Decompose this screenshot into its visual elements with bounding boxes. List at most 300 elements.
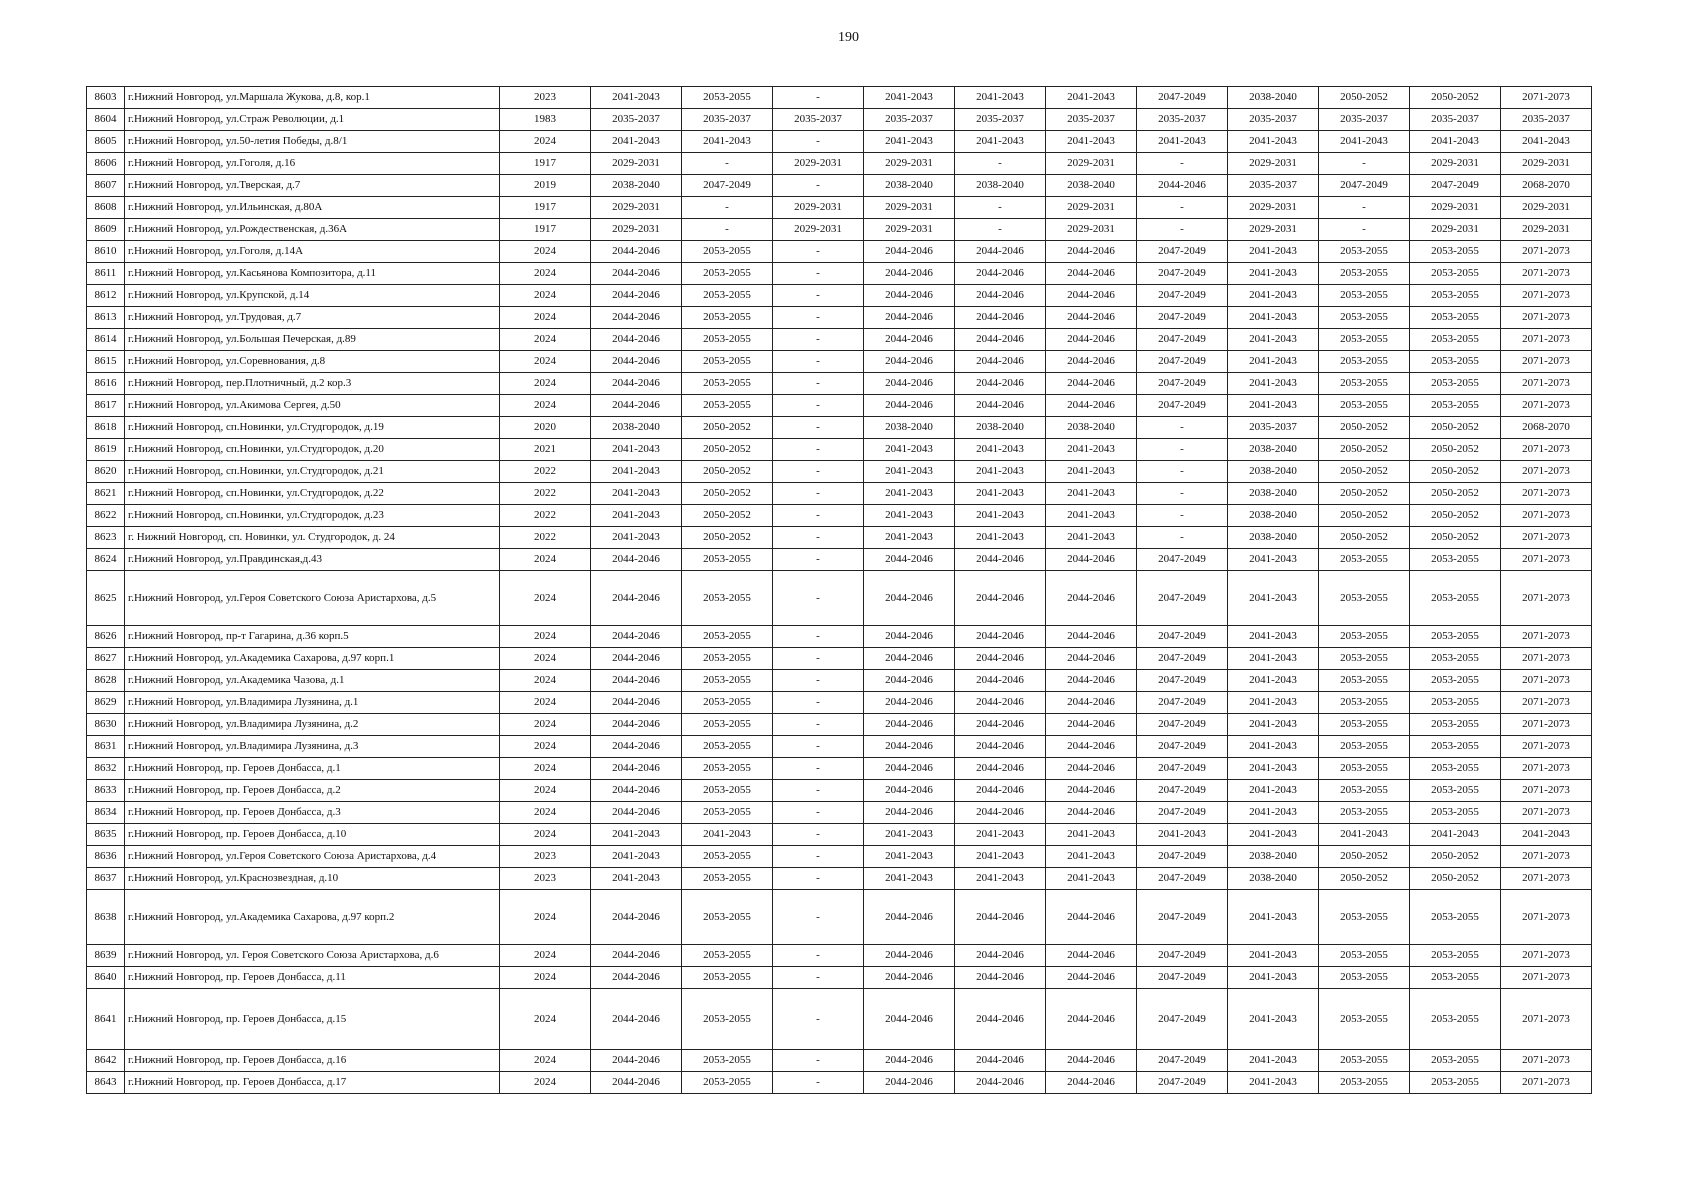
- period-cell: 2053-2055: [682, 802, 773, 824]
- period-cell: -: [1137, 461, 1228, 483]
- year-cell: 2024: [500, 890, 591, 945]
- period-cell: 2041-2043: [1228, 670, 1319, 692]
- period-cell: 2041-2043: [955, 439, 1046, 461]
- period-cell: 2053-2055: [1319, 890, 1410, 945]
- period-cell: 2050-2052: [1410, 87, 1501, 109]
- year-cell: 2024: [500, 758, 591, 780]
- period-cell: -: [1137, 219, 1228, 241]
- year-cell: 2024: [500, 571, 591, 626]
- period-cell: 2044-2046: [591, 1050, 682, 1072]
- year-cell: 2024: [500, 307, 591, 329]
- period-cell: 2050-2052: [1410, 846, 1501, 868]
- period-cell: 2071-2073: [1501, 439, 1592, 461]
- period-cell: -: [773, 439, 864, 461]
- period-cell: 2047-2049: [1137, 890, 1228, 945]
- period-cell: 2053-2055: [682, 549, 773, 571]
- period-cell: 2044-2046: [591, 670, 682, 692]
- period-cell: 2041-2043: [955, 846, 1046, 868]
- year-cell: 2024: [500, 263, 591, 285]
- period-cell: 2053-2055: [1319, 967, 1410, 989]
- period-cell: -: [773, 736, 864, 758]
- period-cell: 2053-2055: [682, 87, 773, 109]
- period-cell: 2044-2046: [864, 692, 955, 714]
- period-cell: 2044-2046: [1046, 1072, 1137, 1094]
- period-cell: 2038-2040: [1228, 846, 1319, 868]
- period-cell: 2047-2049: [1137, 868, 1228, 890]
- period-cell: 2053-2055: [682, 395, 773, 417]
- period-cell: 2053-2055: [1319, 989, 1410, 1050]
- period-cell: 2044-2046: [591, 736, 682, 758]
- period-cell: 2044-2046: [864, 1050, 955, 1072]
- period-cell: 2041-2043: [591, 868, 682, 890]
- period-cell: 2044-2046: [864, 758, 955, 780]
- period-cell: 2041-2043: [1228, 1050, 1319, 1072]
- period-cell: 2041-2043: [1228, 714, 1319, 736]
- period-cell: -: [773, 714, 864, 736]
- period-cell: 2044-2046: [864, 967, 955, 989]
- period-cell: 2047-2049: [1137, 802, 1228, 824]
- address-cell: г.Нижний Новгород, пр. Героев Донбасса, д.11: [125, 967, 500, 989]
- period-cell: 2038-2040: [1228, 87, 1319, 109]
- period-cell: 2041-2043: [591, 483, 682, 505]
- period-cell: 2053-2055: [682, 846, 773, 868]
- period-cell: 2053-2055: [682, 670, 773, 692]
- period-cell: -: [773, 824, 864, 846]
- year-cell: 2024: [500, 714, 591, 736]
- period-cell: 2053-2055: [682, 945, 773, 967]
- row-number-cell: 8625: [87, 571, 125, 626]
- address-cell: г.Нижний Новгород, ул.Акимова Сергея, д.50: [125, 395, 500, 417]
- address-cell: г.Нижний Новгород, пр. Героев Донбасса, д.17: [125, 1072, 500, 1094]
- period-cell: 2053-2055: [1319, 670, 1410, 692]
- period-cell: 2053-2055: [682, 714, 773, 736]
- period-cell: -: [1319, 219, 1410, 241]
- table-row: [87, 285, 1592, 307]
- period-cell: 2044-2046: [1046, 648, 1137, 670]
- period-cell: 2050-2052: [1319, 439, 1410, 461]
- address-cell: г. Нижний Новгород, сп. Новинки, ул. Студгородок, д. 24: [125, 527, 500, 549]
- period-cell: 2044-2046: [955, 549, 1046, 571]
- period-cell: 2044-2046: [955, 692, 1046, 714]
- table-row: [87, 824, 1592, 846]
- period-cell: 2053-2055: [682, 351, 773, 373]
- period-cell: 2029-2031: [1228, 153, 1319, 175]
- period-cell: 2029-2031: [1228, 197, 1319, 219]
- period-cell: 2071-2073: [1501, 571, 1592, 626]
- year-cell: 2024: [500, 329, 591, 351]
- table-row: [87, 802, 1592, 824]
- period-cell: 2041-2043: [1228, 373, 1319, 395]
- period-cell: 2047-2049: [1137, 670, 1228, 692]
- period-cell: 2041-2043: [955, 461, 1046, 483]
- address-cell: г.Нижний Новгород, ул.Героя Советского Союза Аристархова, д.4: [125, 846, 500, 868]
- period-cell: 2041-2043: [1228, 780, 1319, 802]
- period-cell: 2053-2055: [1319, 241, 1410, 263]
- period-cell: 2041-2043: [1501, 824, 1592, 846]
- period-cell: 2044-2046: [1046, 945, 1137, 967]
- period-cell: 2053-2055: [682, 1072, 773, 1094]
- table-row: [87, 571, 1592, 626]
- period-cell: 2050-2052: [1319, 417, 1410, 439]
- period-cell: 2041-2043: [864, 461, 955, 483]
- address-cell: г.Нижний Новгород, ул.Академика Сахарова, д.97 корп.2: [125, 890, 500, 945]
- period-cell: 2053-2055: [1410, 285, 1501, 307]
- period-cell: 2041-2043: [1319, 824, 1410, 846]
- period-cell: -: [773, 692, 864, 714]
- period-cell: 2038-2040: [1228, 483, 1319, 505]
- period-cell: 2041-2043: [1228, 967, 1319, 989]
- address-cell: г.Нижний Новгород, сп.Новинки, ул.Студгородок, д.23: [125, 505, 500, 527]
- period-cell: 2044-2046: [955, 648, 1046, 670]
- address-cell: г.Нижний Новгород, пр-т Гагарина, д.36 корп.5: [125, 626, 500, 648]
- period-cell: 2044-2046: [591, 263, 682, 285]
- period-cell: 2044-2046: [591, 307, 682, 329]
- period-cell: 2041-2043: [864, 483, 955, 505]
- period-cell: 2041-2043: [1410, 824, 1501, 846]
- period-cell: -: [773, 648, 864, 670]
- period-cell: 2050-2052: [682, 417, 773, 439]
- address-cell: г.Нижний Новгород, пр. Героев Донбасса, д.10: [125, 824, 500, 846]
- table-row: [87, 527, 1592, 549]
- period-cell: 2044-2046: [591, 571, 682, 626]
- period-cell: 2044-2046: [864, 989, 955, 1050]
- period-cell: 2047-2049: [1137, 989, 1228, 1050]
- period-cell: 2041-2043: [591, 824, 682, 846]
- period-cell: 2041-2043: [591, 505, 682, 527]
- period-cell: 2044-2046: [1046, 373, 1137, 395]
- address-cell: г.Нижний Новгород, сп.Новинки, ул.Студгородок, д.20: [125, 439, 500, 461]
- period-cell: 2029-2031: [1228, 219, 1319, 241]
- period-cell: 2038-2040: [1228, 461, 1319, 483]
- period-cell: 2047-2049: [1137, 736, 1228, 758]
- period-cell: 2041-2043: [1046, 824, 1137, 846]
- period-cell: 2044-2046: [1046, 989, 1137, 1050]
- period-cell: 2044-2046: [955, 329, 1046, 351]
- period-cell: -: [773, 868, 864, 890]
- period-cell: 2053-2055: [1319, 571, 1410, 626]
- year-cell: 2024: [500, 989, 591, 1050]
- period-cell: 2053-2055: [1319, 1050, 1410, 1072]
- period-cell: 2041-2043: [591, 846, 682, 868]
- row-number-cell: 8639: [87, 945, 125, 967]
- period-cell: 2053-2055: [1319, 802, 1410, 824]
- period-cell: 2044-2046: [1046, 714, 1137, 736]
- period-cell: 2047-2049: [1137, 1050, 1228, 1072]
- period-cell: 2053-2055: [1410, 714, 1501, 736]
- period-cell: 2044-2046: [955, 263, 1046, 285]
- period-cell: 2050-2052: [1319, 505, 1410, 527]
- period-cell: -: [773, 1050, 864, 1072]
- table-row: [87, 175, 1592, 197]
- period-cell: 2071-2073: [1501, 626, 1592, 648]
- period-cell: 2044-2046: [1046, 263, 1137, 285]
- period-cell: 2044-2046: [864, 648, 955, 670]
- period-cell: 2053-2055: [1410, 989, 1501, 1050]
- period-cell: 2053-2055: [1410, 241, 1501, 263]
- period-cell: 2053-2055: [1319, 373, 1410, 395]
- period-cell: -: [773, 1072, 864, 1094]
- period-cell: 2041-2043: [955, 87, 1046, 109]
- period-cell: 2041-2043: [1228, 736, 1319, 758]
- period-cell: 2044-2046: [1046, 395, 1137, 417]
- period-cell: 2050-2052: [682, 527, 773, 549]
- period-cell: -: [773, 989, 864, 1050]
- period-cell: 2071-2073: [1501, 351, 1592, 373]
- row-number-cell: 8603: [87, 87, 125, 109]
- period-cell: 2068-2070: [1501, 417, 1592, 439]
- period-cell: 2041-2043: [1228, 351, 1319, 373]
- period-cell: 2053-2055: [1410, 670, 1501, 692]
- year-cell: 2024: [500, 648, 591, 670]
- period-cell: 2047-2049: [682, 175, 773, 197]
- period-cell: 2044-2046: [955, 307, 1046, 329]
- period-cell: 2050-2052: [682, 483, 773, 505]
- row-number-cell: 8636: [87, 846, 125, 868]
- period-cell: -: [1137, 483, 1228, 505]
- year-cell: 2023: [500, 846, 591, 868]
- period-cell: -: [773, 846, 864, 868]
- period-cell: -: [773, 758, 864, 780]
- address-cell: г.Нижний Новгород, ул.Рождественская, д.36А: [125, 219, 500, 241]
- address-cell: г.Нижний Новгород, ул.50-летия Победы, д.8/1: [125, 131, 500, 153]
- period-cell: 2041-2043: [1410, 131, 1501, 153]
- row-number-cell: 8613: [87, 307, 125, 329]
- period-cell: 2035-2037: [773, 109, 864, 131]
- table-row: [87, 307, 1592, 329]
- period-cell: 2038-2040: [591, 417, 682, 439]
- row-number-cell: 8620: [87, 461, 125, 483]
- period-cell: -: [773, 87, 864, 109]
- address-cell: г.Нижний Новгород, ул. Героя Советского Союза Аристархова, д.6: [125, 945, 500, 967]
- period-cell: 2050-2052: [682, 439, 773, 461]
- table-row: [87, 153, 1592, 175]
- year-cell: 2024: [500, 692, 591, 714]
- period-cell: 2050-2052: [1319, 846, 1410, 868]
- period-cell: 2044-2046: [1046, 670, 1137, 692]
- period-cell: 2047-2049: [1137, 241, 1228, 263]
- period-cell: 2029-2031: [864, 153, 955, 175]
- period-cell: 2038-2040: [1046, 175, 1137, 197]
- period-cell: 2041-2043: [1228, 945, 1319, 967]
- period-cell: 2044-2046: [955, 945, 1046, 967]
- period-cell: 2029-2031: [1046, 153, 1137, 175]
- period-cell: -: [773, 329, 864, 351]
- period-cell: 2071-2073: [1501, 989, 1592, 1050]
- table-row: [87, 109, 1592, 131]
- year-cell: 2021: [500, 439, 591, 461]
- period-cell: 2041-2043: [1228, 824, 1319, 846]
- address-cell: г.Нижний Новгород, пр. Героев Донбасса, д.1: [125, 758, 500, 780]
- period-cell: 2047-2049: [1137, 549, 1228, 571]
- address-cell: г.Нижний Новгород, ул.Гоголя, д.16: [125, 153, 500, 175]
- period-cell: 2044-2046: [864, 714, 955, 736]
- period-cell: -: [682, 197, 773, 219]
- period-cell: 2038-2040: [1228, 527, 1319, 549]
- period-cell: -: [773, 395, 864, 417]
- row-number-cell: 8635: [87, 824, 125, 846]
- period-cell: 2044-2046: [864, 307, 955, 329]
- period-cell: 2044-2046: [591, 967, 682, 989]
- period-cell: 2041-2043: [1319, 131, 1410, 153]
- row-number-cell: 8642: [87, 1050, 125, 1072]
- row-number-cell: 8624: [87, 549, 125, 571]
- period-cell: -: [773, 263, 864, 285]
- period-cell: 2053-2055: [1410, 1072, 1501, 1094]
- period-cell: 2053-2055: [1319, 351, 1410, 373]
- period-cell: 2053-2055: [682, 263, 773, 285]
- period-cell: 2041-2043: [864, 824, 955, 846]
- period-cell: 2044-2046: [864, 329, 955, 351]
- period-cell: 2038-2040: [1228, 868, 1319, 890]
- row-number-cell: 8643: [87, 1072, 125, 1094]
- period-cell: 2053-2055: [1319, 549, 1410, 571]
- period-cell: 2053-2055: [682, 1050, 773, 1072]
- period-cell: 2044-2046: [591, 692, 682, 714]
- address-cell: г.Нижний Новгород, сп.Новинки, ул.Студгородок, д.22: [125, 483, 500, 505]
- row-number-cell: 8632: [87, 758, 125, 780]
- period-cell: 2050-2052: [682, 505, 773, 527]
- period-cell: 2047-2049: [1137, 285, 1228, 307]
- table-row: [87, 373, 1592, 395]
- period-cell: 2044-2046: [955, 989, 1046, 1050]
- period-cell: 2047-2049: [1137, 626, 1228, 648]
- year-cell: 2024: [500, 285, 591, 307]
- period-cell: 2041-2043: [1046, 505, 1137, 527]
- period-cell: 2053-2055: [1410, 648, 1501, 670]
- period-cell: 2047-2049: [1410, 175, 1501, 197]
- table-row: [87, 241, 1592, 263]
- period-cell: 2071-2073: [1501, 461, 1592, 483]
- table-row: [87, 692, 1592, 714]
- address-cell: г.Нижний Новгород, ул.Страж Революции, д.1: [125, 109, 500, 131]
- period-cell: 2044-2046: [864, 285, 955, 307]
- period-cell: 2071-2073: [1501, 285, 1592, 307]
- row-number-cell: 8616: [87, 373, 125, 395]
- period-cell: 2044-2046: [864, 802, 955, 824]
- address-cell: г.Нижний Новгород, пр. Героев Донбасса, д.2: [125, 780, 500, 802]
- period-cell: 2041-2043: [1046, 483, 1137, 505]
- period-cell: 2044-2046: [955, 395, 1046, 417]
- period-cell: 2053-2055: [682, 373, 773, 395]
- period-cell: 2047-2049: [1137, 945, 1228, 967]
- period-cell: 2044-2046: [955, 626, 1046, 648]
- period-cell: 2041-2043: [955, 505, 1046, 527]
- year-cell: 2019: [500, 175, 591, 197]
- period-cell: 2044-2046: [955, 890, 1046, 945]
- period-cell: -: [773, 670, 864, 692]
- period-cell: 2050-2052: [1319, 868, 1410, 890]
- row-number-cell: 8622: [87, 505, 125, 527]
- period-cell: 2050-2052: [1319, 527, 1410, 549]
- period-cell: 2044-2046: [1046, 626, 1137, 648]
- period-cell: 2044-2046: [1046, 802, 1137, 824]
- table-row: [87, 670, 1592, 692]
- year-cell: 2024: [500, 945, 591, 967]
- period-cell: 2071-2073: [1501, 868, 1592, 890]
- period-cell: 2044-2046: [864, 626, 955, 648]
- period-cell: -: [1137, 153, 1228, 175]
- period-cell: -: [773, 131, 864, 153]
- period-cell: 2038-2040: [1046, 417, 1137, 439]
- period-cell: 2044-2046: [1046, 241, 1137, 263]
- period-cell: 2041-2043: [1228, 241, 1319, 263]
- period-cell: 2053-2055: [682, 989, 773, 1050]
- period-cell: 2071-2073: [1501, 846, 1592, 868]
- period-cell: 2041-2043: [1228, 307, 1319, 329]
- year-cell: 1983: [500, 109, 591, 131]
- address-cell: г.Нижний Новгород, сп.Новинки, ул.Студгородок, д.19: [125, 417, 500, 439]
- period-cell: 2071-2073: [1501, 692, 1592, 714]
- period-cell: 2071-2073: [1501, 648, 1592, 670]
- year-cell: 2024: [500, 351, 591, 373]
- period-cell: -: [1137, 439, 1228, 461]
- period-cell: 2029-2031: [591, 197, 682, 219]
- address-cell: г.Нижний Новгород, ул.Краснозвездная, д.10: [125, 868, 500, 890]
- period-cell: 2029-2031: [1501, 197, 1592, 219]
- period-cell: -: [773, 967, 864, 989]
- period-cell: 2044-2046: [1046, 967, 1137, 989]
- period-cell: 2071-2073: [1501, 527, 1592, 549]
- period-cell: 2047-2049: [1137, 373, 1228, 395]
- period-cell: 2053-2055: [1319, 780, 1410, 802]
- period-cell: 2029-2031: [1410, 197, 1501, 219]
- period-cell: 2041-2043: [955, 131, 1046, 153]
- period-cell: -: [1319, 153, 1410, 175]
- period-cell: 2071-2073: [1501, 714, 1592, 736]
- address-cell: г.Нижний Новгород, ул.Владимира Лузянина, д.2: [125, 714, 500, 736]
- period-cell: 2071-2073: [1501, 549, 1592, 571]
- period-cell: 2038-2040: [864, 417, 955, 439]
- period-cell: 2029-2031: [864, 197, 955, 219]
- period-cell: 2041-2043: [1228, 549, 1319, 571]
- period-cell: 2035-2037: [864, 109, 955, 131]
- period-cell: 2047-2049: [1137, 307, 1228, 329]
- period-cell: -: [1137, 505, 1228, 527]
- table-body: [87, 87, 1592, 1094]
- period-cell: 2053-2055: [682, 780, 773, 802]
- period-cell: 2053-2055: [1410, 263, 1501, 285]
- period-cell: 2044-2046: [1046, 736, 1137, 758]
- period-cell: 2071-2073: [1501, 483, 1592, 505]
- period-cell: -: [1137, 197, 1228, 219]
- period-cell: 2047-2049: [1137, 648, 1228, 670]
- row-number-cell: 8629: [87, 692, 125, 714]
- period-cell: 2071-2073: [1501, 395, 1592, 417]
- period-cell: 2071-2073: [1501, 373, 1592, 395]
- address-cell: г.Нижний Новгород, сп.Новинки, ул.Студгородок, д.21: [125, 461, 500, 483]
- period-cell: 2053-2055: [1410, 626, 1501, 648]
- period-cell: 2071-2073: [1501, 670, 1592, 692]
- period-cell: 2044-2046: [864, 890, 955, 945]
- period-cell: 2044-2046: [955, 1072, 1046, 1094]
- table-row: [87, 736, 1592, 758]
- period-cell: -: [773, 505, 864, 527]
- row-number-cell: 8606: [87, 153, 125, 175]
- period-cell: 2044-2046: [864, 736, 955, 758]
- table-row: [87, 1072, 1592, 1094]
- table-row: [87, 868, 1592, 890]
- period-cell: 2071-2073: [1501, 241, 1592, 263]
- period-cell: 2044-2046: [1046, 692, 1137, 714]
- period-cell: 2053-2055: [1410, 758, 1501, 780]
- period-cell: 2041-2043: [864, 505, 955, 527]
- period-cell: 2047-2049: [1137, 714, 1228, 736]
- period-cell: -: [773, 890, 864, 945]
- period-cell: 2041-2043: [1228, 131, 1319, 153]
- period-cell: 2050-2052: [1319, 87, 1410, 109]
- period-cell: 2029-2031: [1410, 153, 1501, 175]
- period-cell: 2053-2055: [682, 307, 773, 329]
